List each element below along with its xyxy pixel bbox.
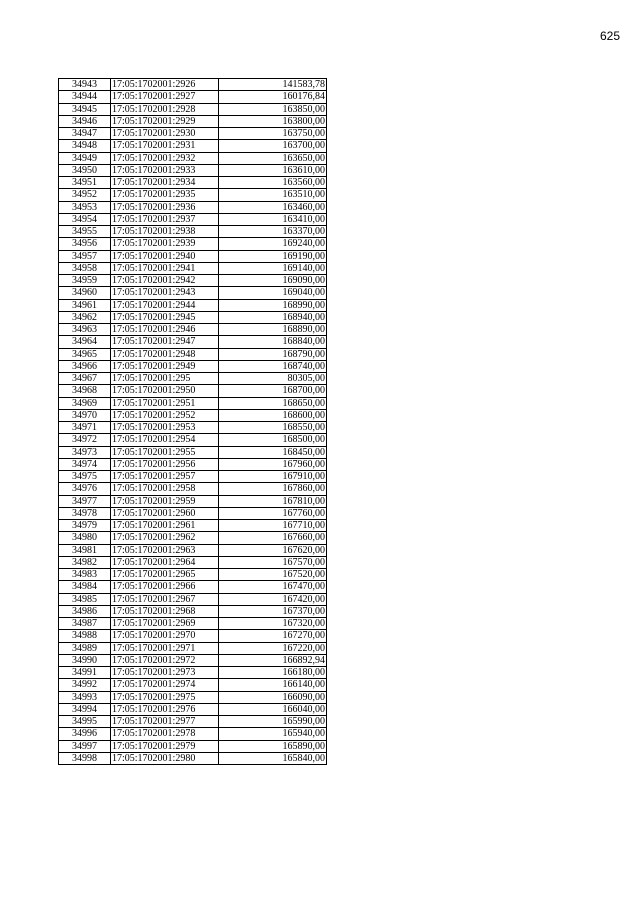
value-cell: 167910,00 [219, 471, 327, 483]
cadastral-number-cell: 17:05:1702001:2941 [111, 262, 219, 274]
row-number-cell: 34973 [59, 446, 111, 458]
cadastral-number-cell: 17:05:1702001:2971 [111, 642, 219, 654]
value-cell: 80305,00 [219, 373, 327, 385]
value-cell: 167320,00 [219, 618, 327, 630]
cadastral-number-cell: 17:05:1702001:2933 [111, 164, 219, 176]
value-cell: 167370,00 [219, 605, 327, 617]
value-cell: 163370,00 [219, 226, 327, 238]
cadastral-number-cell: 17:05:1702001:2952 [111, 409, 219, 421]
row-number-cell: 34944 [59, 91, 111, 103]
value-cell: 160176,84 [219, 91, 327, 103]
value-cell: 165990,00 [219, 716, 327, 728]
table-row [59, 189, 327, 201]
value-cell: 167470,00 [219, 581, 327, 593]
table-row [59, 752, 327, 764]
row-number-cell: 34950 [59, 164, 111, 176]
row-number-cell: 34987 [59, 618, 111, 630]
value-cell: 166180,00 [219, 667, 327, 679]
table-row [59, 446, 327, 458]
table-row [59, 569, 327, 581]
cadastral-number-cell: 17:05:1702001:2927 [111, 91, 219, 103]
row-number-cell: 34952 [59, 189, 111, 201]
row-number-cell: 34968 [59, 385, 111, 397]
table-row [59, 471, 327, 483]
cadastral-number-cell: 17:05:1702001:2967 [111, 593, 219, 605]
table-row [59, 703, 327, 715]
value-cell: 168500,00 [219, 434, 327, 446]
row-number-cell: 34963 [59, 324, 111, 336]
row-number-cell: 34989 [59, 642, 111, 654]
value-cell: 166892,94 [219, 654, 327, 666]
cadastral-number-cell: 17:05:1702001:2974 [111, 679, 219, 691]
row-number-cell: 34956 [59, 238, 111, 250]
value-cell: 167760,00 [219, 507, 327, 519]
cadastral-number-cell: 17:05:1702001:2955 [111, 446, 219, 458]
row-number-cell: 34972 [59, 434, 111, 446]
row-number-cell: 34961 [59, 299, 111, 311]
cadastral-number-cell: 17:05:1702001:2944 [111, 299, 219, 311]
value-cell: 167220,00 [219, 642, 327, 654]
row-number-cell: 34990 [59, 654, 111, 666]
row-number-cell: 34949 [59, 152, 111, 164]
table-row [59, 115, 327, 127]
cadastral-number-cell: 17:05:1702001:2937 [111, 213, 219, 225]
row-number-cell: 34958 [59, 262, 111, 274]
row-number-cell: 34979 [59, 520, 111, 532]
cadastral-number-cell: 17:05:1702001:2960 [111, 507, 219, 519]
cadastral-number-cell: 17:05:1702001:2930 [111, 128, 219, 140]
cadastral-number-cell: 17:05:1702001:2978 [111, 728, 219, 740]
table-row [59, 128, 327, 140]
row-number-cell: 34969 [59, 397, 111, 409]
value-cell: 169090,00 [219, 275, 327, 287]
row-number-cell: 34997 [59, 740, 111, 752]
value-cell: 167570,00 [219, 556, 327, 568]
row-number-cell: 34998 [59, 752, 111, 764]
cadastral-number-cell: 17:05:1702001:2958 [111, 483, 219, 495]
value-cell: 163460,00 [219, 201, 327, 213]
row-number-cell: 34995 [59, 716, 111, 728]
row-number-cell: 34984 [59, 581, 111, 593]
row-number-cell: 34970 [59, 409, 111, 421]
row-number-cell: 34957 [59, 250, 111, 262]
cadastral-number-cell: 17:05:1702001:2938 [111, 226, 219, 238]
cadastral-number-cell: 17:05:1702001:2957 [111, 471, 219, 483]
row-number-cell: 34959 [59, 275, 111, 287]
cadastral-number-cell: 17:05:1702001:2976 [111, 703, 219, 715]
row-number-cell: 34986 [59, 605, 111, 617]
cadastral-number-cell: 17:05:1702001:2980 [111, 752, 219, 764]
value-cell: 167620,00 [219, 544, 327, 556]
row-number-cell: 34964 [59, 336, 111, 348]
cadastral-number-cell: 17:05:1702001:295 [111, 373, 219, 385]
cadastral-number-cell: 17:05:1702001:2968 [111, 605, 219, 617]
table-row [59, 91, 327, 103]
cadastral-number-cell: 17:05:1702001:2953 [111, 422, 219, 434]
value-cell: 163510,00 [219, 189, 327, 201]
cadastral-number-cell: 17:05:1702001:2966 [111, 581, 219, 593]
value-cell: 167960,00 [219, 458, 327, 470]
table-row [59, 238, 327, 250]
value-cell: 166040,00 [219, 703, 327, 715]
table-row [59, 495, 327, 507]
table-row [59, 275, 327, 287]
row-number-cell: 34985 [59, 593, 111, 605]
value-cell: 168550,00 [219, 422, 327, 434]
table-row [59, 593, 327, 605]
table-row [59, 630, 327, 642]
value-cell: 167810,00 [219, 495, 327, 507]
row-number-cell: 34976 [59, 483, 111, 495]
table-row [59, 79, 327, 91]
row-number-cell: 34980 [59, 532, 111, 544]
cadastral-number-cell: 17:05:1702001:2951 [111, 397, 219, 409]
cadastral-number-cell: 17:05:1702001:2942 [111, 275, 219, 287]
table-row [59, 177, 327, 189]
row-number-cell: 34975 [59, 471, 111, 483]
cadastral-number-cell: 17:05:1702001:2972 [111, 654, 219, 666]
cadastral-number-cell: 17:05:1702001:2964 [111, 556, 219, 568]
cadastral-number-cell: 17:05:1702001:2961 [111, 520, 219, 532]
cadastral-number-cell: 17:05:1702001:2945 [111, 311, 219, 323]
cadastral-number-cell: 17:05:1702001:2936 [111, 201, 219, 213]
table-row [59, 434, 327, 446]
table-row [59, 373, 327, 385]
row-number-cell: 34977 [59, 495, 111, 507]
row-number-cell: 34947 [59, 128, 111, 140]
value-cell: 163410,00 [219, 213, 327, 225]
cadastral-number-cell: 17:05:1702001:2970 [111, 630, 219, 642]
cadastral-number-cell: 17:05:1702001:2977 [111, 716, 219, 728]
row-number-cell: 34955 [59, 226, 111, 238]
cadastral-number-cell: 17:05:1702001:2929 [111, 115, 219, 127]
cadastral-number-cell: 17:05:1702001:2935 [111, 189, 219, 201]
table-row [59, 691, 327, 703]
value-cell: 168990,00 [219, 299, 327, 311]
row-number-cell: 34974 [59, 458, 111, 470]
row-number-cell: 34948 [59, 140, 111, 152]
row-number-cell: 34982 [59, 556, 111, 568]
table-row [59, 483, 327, 495]
table-row [59, 532, 327, 544]
cadastral-number-cell: 17:05:1702001:2943 [111, 287, 219, 299]
table-row [59, 140, 327, 152]
value-cell: 163560,00 [219, 177, 327, 189]
table-row [59, 409, 327, 421]
table-row [59, 654, 327, 666]
value-cell: 169140,00 [219, 262, 327, 274]
cadastral-number-cell: 17:05:1702001:2969 [111, 618, 219, 630]
value-cell: 168600,00 [219, 409, 327, 421]
value-cell: 163800,00 [219, 115, 327, 127]
table-row [59, 262, 327, 274]
value-cell: 168940,00 [219, 311, 327, 323]
table-row [59, 226, 327, 238]
table-row [59, 544, 327, 556]
cadastral-number-cell: 17:05:1702001:2940 [111, 250, 219, 262]
cadastral-number-cell: 17:05:1702001:2934 [111, 177, 219, 189]
row-number-cell: 34992 [59, 679, 111, 691]
cadastral-number-cell: 17:05:1702001:2954 [111, 434, 219, 446]
value-cell: 165890,00 [219, 740, 327, 752]
table-row [59, 360, 327, 372]
table-row [59, 397, 327, 409]
row-number-cell: 34945 [59, 103, 111, 115]
value-cell: 167710,00 [219, 520, 327, 532]
cadastral-number-cell: 17:05:1702001:2932 [111, 152, 219, 164]
value-cell: 168740,00 [219, 360, 327, 372]
value-cell: 163650,00 [219, 152, 327, 164]
table-row [59, 164, 327, 176]
row-number-cell: 34967 [59, 373, 111, 385]
cadastral-number-cell: 17:05:1702001:2946 [111, 324, 219, 336]
value-cell: 169240,00 [219, 238, 327, 250]
table-row [59, 667, 327, 679]
value-cell: 167270,00 [219, 630, 327, 642]
table-row [59, 250, 327, 262]
cadastral-number-cell: 17:05:1702001:2963 [111, 544, 219, 556]
row-number-cell: 34991 [59, 667, 111, 679]
cadastral-number-cell: 17:05:1702001:2950 [111, 385, 219, 397]
table-row [59, 311, 327, 323]
table-row [59, 385, 327, 397]
value-cell: 167520,00 [219, 569, 327, 581]
cadastral-number-cell: 17:05:1702001:2939 [111, 238, 219, 250]
table-row [59, 422, 327, 434]
cadastral-number-cell: 17:05:1702001:2926 [111, 79, 219, 91]
row-number-cell: 34943 [59, 79, 111, 91]
cadastral-number-cell: 17:05:1702001:2973 [111, 667, 219, 679]
cadastral-number-cell: 17:05:1702001:2931 [111, 140, 219, 152]
table-row [59, 728, 327, 740]
table-row [59, 103, 327, 115]
cadastral-number-cell: 17:05:1702001:2979 [111, 740, 219, 752]
table-body [59, 79, 327, 765]
row-number-cell: 34966 [59, 360, 111, 372]
table-row [59, 642, 327, 654]
value-cell: 169040,00 [219, 287, 327, 299]
row-number-cell: 34996 [59, 728, 111, 740]
table-row [59, 679, 327, 691]
value-cell: 169190,00 [219, 250, 327, 262]
table-row [59, 507, 327, 519]
value-cell: 168840,00 [219, 336, 327, 348]
value-cell: 167420,00 [219, 593, 327, 605]
row-number-cell: 34962 [59, 311, 111, 323]
cadastral-number-cell: 17:05:1702001:2959 [111, 495, 219, 507]
table-row [59, 520, 327, 532]
value-cell: 166140,00 [219, 679, 327, 691]
value-cell: 163610,00 [219, 164, 327, 176]
row-number-cell: 34946 [59, 115, 111, 127]
value-cell: 166090,00 [219, 691, 327, 703]
value-cell: 141583,78 [219, 79, 327, 91]
cadastral-number-cell: 17:05:1702001:2956 [111, 458, 219, 470]
cadastral-value-table [58, 78, 327, 765]
table-row [59, 299, 327, 311]
table-row [59, 556, 327, 568]
cadastral-number-cell: 17:05:1702001:2949 [111, 360, 219, 372]
page-number: 625 [599, 29, 620, 43]
value-cell: 165840,00 [219, 752, 327, 764]
value-cell: 167660,00 [219, 532, 327, 544]
row-number-cell: 34988 [59, 630, 111, 642]
row-number-cell: 34953 [59, 201, 111, 213]
row-number-cell: 34951 [59, 177, 111, 189]
cadastral-number-cell: 17:05:1702001:2947 [111, 336, 219, 348]
table-row [59, 152, 327, 164]
value-cell: 163750,00 [219, 128, 327, 140]
value-cell: 168700,00 [219, 385, 327, 397]
cadastral-number-cell: 17:05:1702001:2928 [111, 103, 219, 115]
cadastral-number-cell: 17:05:1702001:2975 [111, 691, 219, 703]
value-cell: 168650,00 [219, 397, 327, 409]
cadastral-number-cell: 17:05:1702001:2962 [111, 532, 219, 544]
table-row [59, 287, 327, 299]
row-number-cell: 34978 [59, 507, 111, 519]
table-row [59, 605, 327, 617]
value-cell: 168790,00 [219, 348, 327, 360]
value-cell: 163700,00 [219, 140, 327, 152]
table-row [59, 324, 327, 336]
table-row [59, 213, 327, 225]
row-number-cell: 34983 [59, 569, 111, 581]
row-number-cell: 34981 [59, 544, 111, 556]
value-cell: 168890,00 [219, 324, 327, 336]
row-number-cell: 34971 [59, 422, 111, 434]
value-cell: 165940,00 [219, 728, 327, 740]
row-number-cell: 34993 [59, 691, 111, 703]
row-number-cell: 34965 [59, 348, 111, 360]
value-cell: 163850,00 [219, 103, 327, 115]
table-row [59, 348, 327, 360]
row-number-cell: 34960 [59, 287, 111, 299]
table-row [59, 716, 327, 728]
cadastral-number-cell: 17:05:1702001:2965 [111, 569, 219, 581]
table-row [59, 618, 327, 630]
table-row [59, 201, 327, 213]
row-number-cell: 34994 [59, 703, 111, 715]
table-row [59, 458, 327, 470]
value-cell: 168450,00 [219, 446, 327, 458]
table-row [59, 581, 327, 593]
table-row [59, 740, 327, 752]
table-row [59, 336, 327, 348]
cadastral-number-cell: 17:05:1702001:2948 [111, 348, 219, 360]
value-cell: 167860,00 [219, 483, 327, 495]
row-number-cell: 34954 [59, 213, 111, 225]
